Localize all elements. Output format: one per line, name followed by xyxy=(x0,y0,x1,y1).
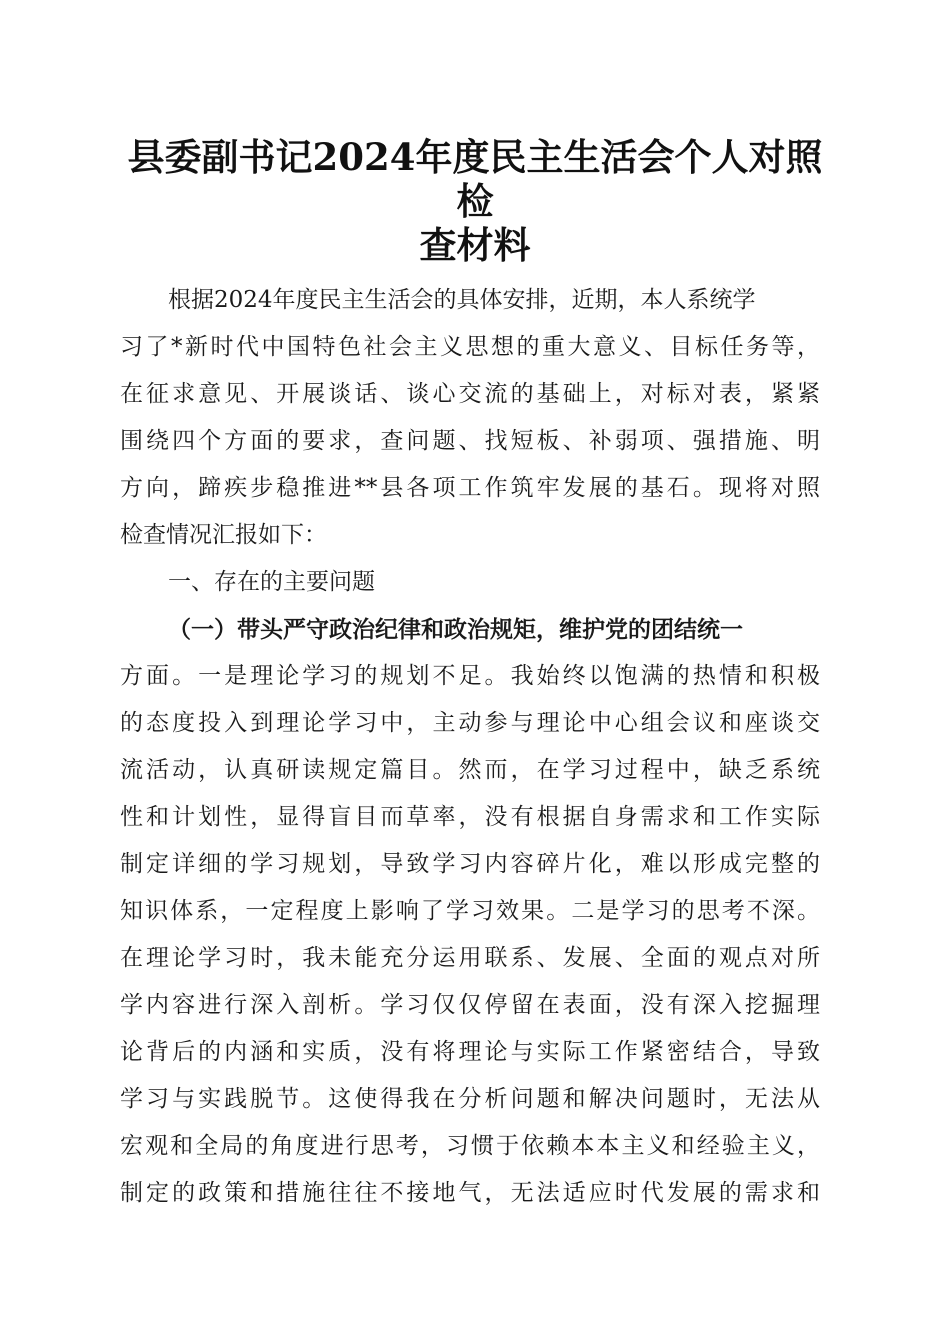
paragraph-line: 方面。一是理论学习的规划不足。我始终以饱满的热情和积极 xyxy=(120,663,820,689)
paragraph-line: 性和计划性，显得盲目而草率，没有根据自身需求和工作实际 xyxy=(120,804,820,830)
paragraph-line: 论背后的内涵和实质，没有将理论与实际工作紧密结合，导致 xyxy=(120,1039,820,1065)
paragraph-line: 流活动，认真研读规定篇目。然而，在学习过程中，缺乏系统 xyxy=(120,757,820,783)
subsection-heading: （一）带头严守政治纪律和政治规矩，维护党的团结统一 xyxy=(168,616,743,643)
title-line-2: 查材料 xyxy=(419,223,531,267)
section-heading: 一、存在的主要问题 xyxy=(168,569,375,595)
paragraph-line: 检查情况汇报如下： xyxy=(120,522,327,548)
document-title xyxy=(120,135,830,267)
paragraph-line: 制定的政策和措施往往不接地气，无法适应时代发展的需求和 xyxy=(120,1180,820,1206)
paragraph-line: 在征求意见、开展谈话、谈心交流的基础上，对标对表，紧紧 xyxy=(120,381,820,407)
paragraph-line: 学习与实践脱节。这使得我在分析问题和解决问题时，无法从 xyxy=(120,1086,820,1112)
paragraph-line: 宏观和全局的角度进行思考，习惯于依赖本本主义和经验主义， xyxy=(120,1133,820,1159)
paragraph-line: 习了*新时代中国特色社会主义思想的重大意义、目标任务等， xyxy=(120,334,820,360)
paragraph-line: 根据2024年度民主生活会的具体安排，近期，本人系统学 xyxy=(168,287,756,313)
paragraph-line: 制定详细的学习规划，导致学习内容碎片化，难以形成完整的 xyxy=(120,851,820,877)
title-line-1: 县委副书记2024年度民主生活会个人对照检 xyxy=(127,135,823,223)
paragraph-line: 知识体系，一定程度上影响了学习效果。二是学习的思考不深。 xyxy=(120,898,820,924)
paragraph-line: 学内容进行深入剖析。学习仅仅停留在表面，没有深入挖掘理 xyxy=(120,992,820,1018)
paragraph-line: 方向，蹄疾步稳推进**县各项工作筑牢发展的基石。现将对照 xyxy=(120,475,820,501)
paragraph-line: 在理论学习时，我未能充分运用联系、发展、全面的观点对所 xyxy=(120,945,820,971)
paragraph-line: 围绕四个方面的要求，查问题、找短板、补弱项、强措施、明 xyxy=(120,428,820,454)
document-body xyxy=(120,277,840,1217)
paragraph-line: 的态度投入到理论学习中，主动参与理论中心组会议和座谈交 xyxy=(120,710,820,736)
